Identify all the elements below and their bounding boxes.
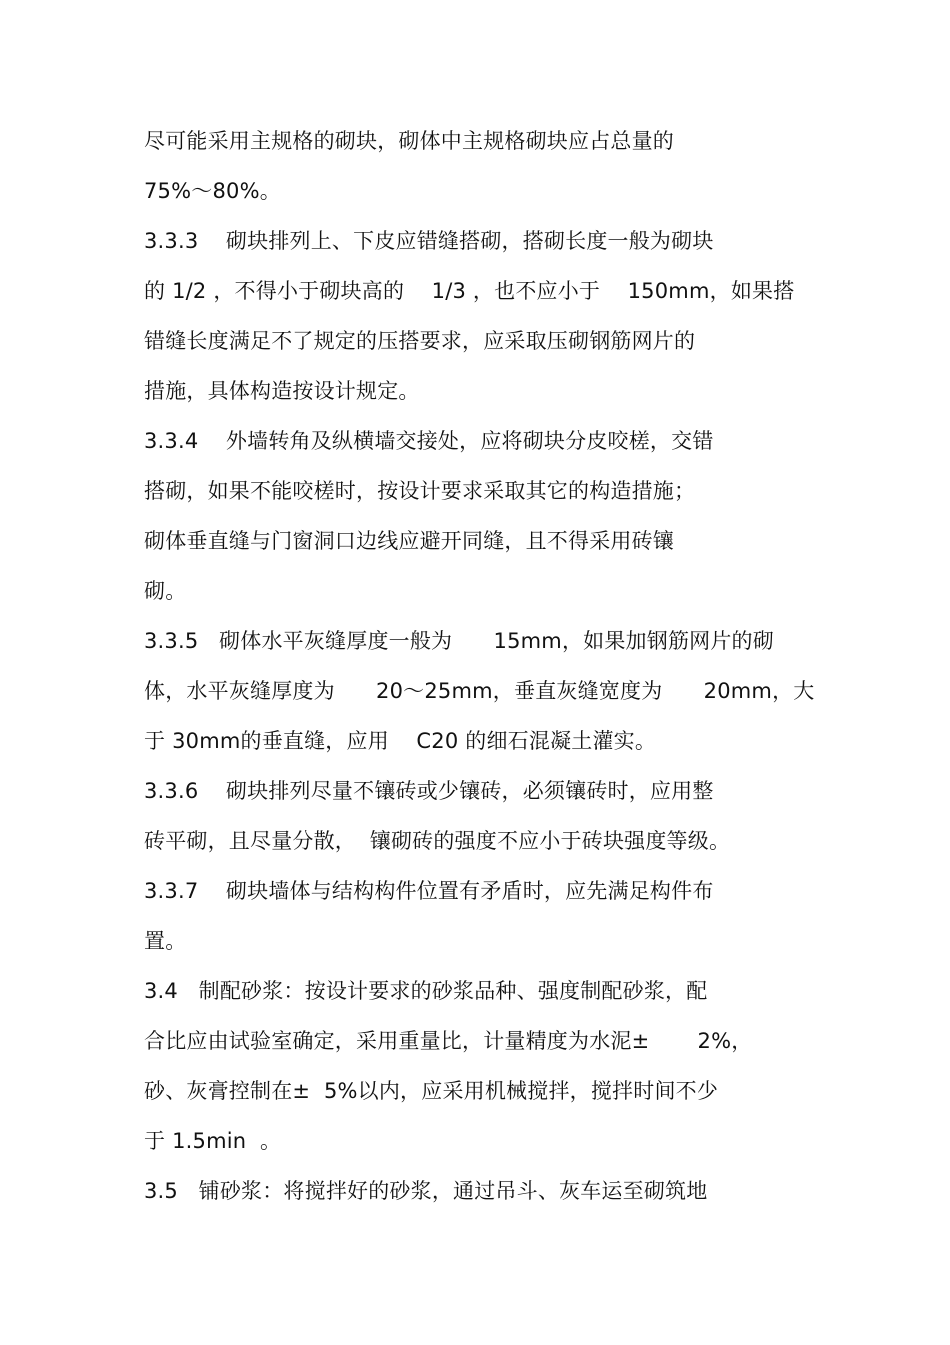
- text-line: 3.3.3 砌块排列上、下皮应错缝搭砌，搭砌长度一般为砌块: [144, 229, 714, 253]
- text-line: 尽可能采用主规格的砌块，砌体中主规格砌块应占总量的: [144, 129, 674, 153]
- text-line: 置。: [144, 929, 187, 953]
- text-line: 措施，具体构造按设计规定。: [144, 379, 420, 403]
- text-line: 3.3.7 砌块墙体与结构构件位置有矛盾时，应先满足构件布: [144, 879, 714, 903]
- text-line: 3.3.4 外墙转角及纵横墙交接处，应将砌块分皮咬槎，交错: [144, 429, 714, 453]
- text-line: 体，水平灰缝厚度为 20～25mm，垂直灰缝宽度为 20mm，大: [144, 679, 815, 703]
- text-line: 砖平砌，且尽量分散， 镶砌砖的强度不应小于砖块强度等级。: [144, 829, 731, 853]
- text-line: 3.3.6 砌块排列尽量不镶砖或少镶砖，必须镶砖时，应用整: [144, 779, 714, 803]
- text-line: 3.4 制配砂浆：按设计要求的砂浆品种、强度制配砂浆，配: [144, 979, 708, 1003]
- text-line: 3.5 铺砂浆：将搅拌好的砂浆，通过吊斗、灰车运至砌筑地: [144, 1179, 708, 1203]
- text-line: 砌。: [144, 579, 187, 603]
- text-line: 搭砌，如果不能咬槎时，按设计要求采取其它的构造措施；: [144, 479, 696, 503]
- text-line: 错缝长度满足不了规定的压搭要求，应采取压砌钢筋网片的: [144, 329, 696, 353]
- text-line: 的 1/2 ，不得小于砌块高的 1/3 ，也不应小于 150mm，如果搭: [144, 279, 795, 303]
- text-line: 砌体垂直缝与门窗洞口边线应避开同缝，且不得采用砖镶: [144, 529, 674, 553]
- text-line: 于 1.5min 。: [144, 1129, 282, 1153]
- text-line: 于 30mm的垂直缝，应用 C20 的细石混凝土灌实。: [144, 729, 657, 753]
- text-line: 合比应由试验室确定，采用重量比，计量精度为水泥± 2%，: [144, 1029, 753, 1053]
- text-line: 3.3.5 砌体水平灰缝厚度一般为 15mm，如果加钢筋网片的砌: [144, 629, 774, 653]
- text-line: 砂、灰膏控制在± 5%以内，应采用机械搅拌，搅拌时间不少: [144, 1079, 719, 1103]
- text-line: 75%～80%。: [144, 179, 281, 203]
